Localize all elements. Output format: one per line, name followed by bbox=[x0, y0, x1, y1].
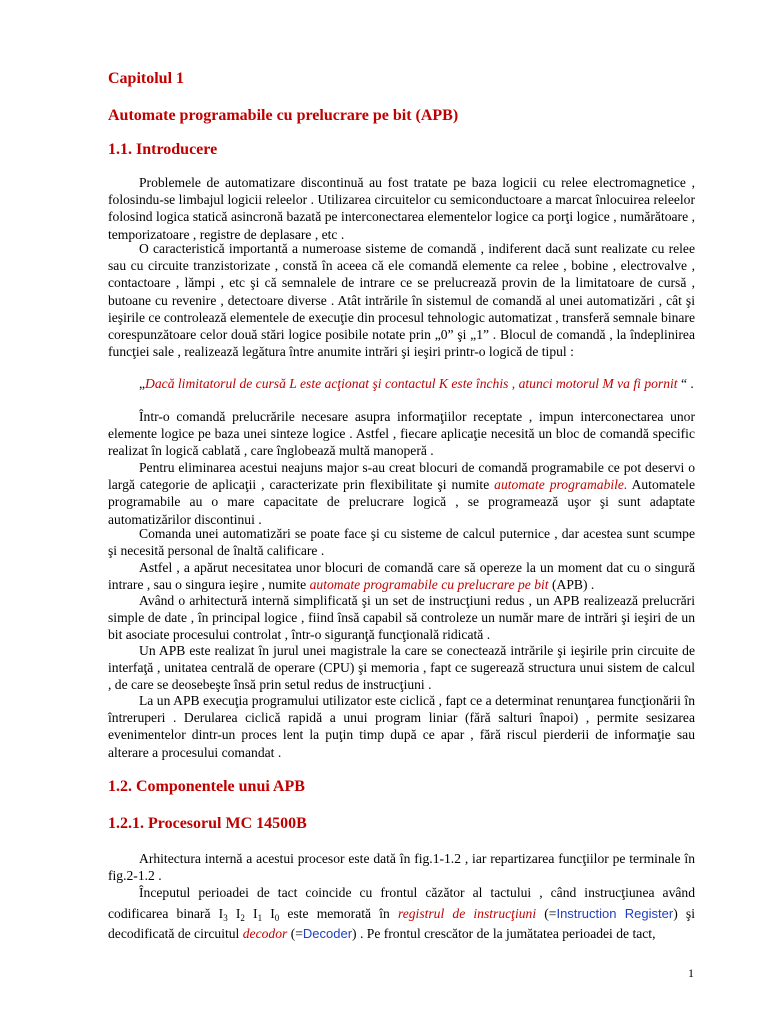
paragraph-5 bbox=[108, 459, 695, 528]
bit-i1: I bbox=[244, 905, 258, 921]
quote-text: Dacă limitatorul de cursă L este acţionat şi contactul K este închis , atunci motorul M va fi pornit bbox=[145, 376, 678, 391]
page-number: 1 bbox=[688, 966, 694, 980]
paragraph-7-part-b: (APB) . bbox=[548, 577, 595, 593]
paragraph-7 bbox=[108, 559, 695, 593]
paragraph-1: Problemele de automatizare discontinuă au fost tratate pe baza logicii cu relee electromagnetice , folosindu-se limbajul logicii releelor . Utilizarea circuitelor cu semiconductoare a marcat înlocuirea releelor folosind logica statică asincronă bazată pe interconectarea elementelor logice ca porţi logice , numărătoare , temporizatoare , registre de deplasare , etc . bbox=[108, 175, 695, 242]
section-heading-1-2-1: 1.2.1. Procesorul MC 14500B bbox=[108, 815, 307, 832]
term-instruction-register: Instruction Register bbox=[556, 905, 674, 921]
bit-i2: I bbox=[227, 905, 241, 921]
paragraph-2: O caracteristică importantă a numeroase sisteme de comandă , indiferent dacă sunt realizate cu relee sau cu circuite tranzistorizate , constă în aceea că ele comandă elemente ca relee , bobine , electrovalve , contactoare , lămpi , etc şi că semnalele de intrare ce se prelucrează provin de la limitatoare de cursă , butoane cu revenire , detectoare diverse . Atât intrările în sistemul de comandă al unei automatizări , cât şi ieşirile ce controlează elementele de execuţie din procesul tehnologic automatizat , transferă semnale binare corespunzătoare celor două stări logice posibile notate prin „0” şi „1” . Blocul de comandă , la îndeplinirea funcţiei sale , realizează legătura între anumite intrări şi ieşiri printr-o logică de tipul : bbox=[108, 241, 695, 360]
subscript-2: 2 bbox=[240, 912, 245, 923]
term-automate-programabile: automate programabile. bbox=[494, 477, 628, 493]
paragraph-12-part-a: Începutul perioadei de tact coincide cu frontul căzător al tactului , când instrucţiunea având codificarea binară I bbox=[108, 885, 695, 921]
paragraph-12-part-c: (= bbox=[536, 905, 557, 921]
paragraph-7-part-a: Astfel , a apărut necesitatea unor blocuri de comandă care să opereze la un moment dat cu o singură intrare , sau o singura ieşire , numite bbox=[108, 560, 695, 593]
section-heading-1-1: 1.1. Introducere bbox=[108, 141, 218, 158]
subscript-1: 1 bbox=[257, 912, 263, 923]
paragraph-4: Într-o comandă prelucrările necesare asupra informaţiilor receptate , impun interconectarea unor elemente logice pe baza unei sinteze logice . Astfel , fiecare aplicaţie necesită un bloc de comandă specific realizat în logică cablată , care înglobează multă manoperă . bbox=[108, 409, 695, 459]
chapter-title: Automate programabile cu prelucrare pe bit (APB) bbox=[108, 107, 459, 124]
section-heading-1-2: 1.2. Componentele unui APB bbox=[108, 778, 305, 795]
bit-i0: I bbox=[262, 905, 275, 921]
term-registrul-de-instructiuni: registrul de instrucţiuni bbox=[397, 905, 537, 921]
paragraph-12 bbox=[108, 883, 695, 945]
paragraph-12-part-e: (= bbox=[287, 926, 303, 941]
quote-close: “ . bbox=[677, 376, 694, 391]
paragraph-8: Având o arhitectură internă simplificată şi un set de instrucţiuni redus , un APB realizează prelucrări simple de date , în principal logice , fiind însă capabil să controleze un număr mare de intrări şi ieşiri de un bit asociate procesului controlat , într-o siguranţă funcţională ridicată . bbox=[108, 593, 695, 643]
subscript-3: 3 bbox=[223, 912, 228, 923]
paragraph-6: Comanda unei automatizări se poate face şi cu sisteme de calcul puternice , dar acestea sunt scumpe şi necesită personal de înaltă calificare . bbox=[108, 526, 695, 559]
term-decodor: decodor bbox=[242, 926, 288, 941]
paragraph-11: Arhitectura internă a acestui procesor este dată în fig.1-1.2 , iar repartizarea funcţiilor pe terminale în fig.2-1.2 . bbox=[108, 851, 695, 884]
quote-open: „ bbox=[139, 376, 146, 391]
paragraph-9: Un APB este realizat în jurul unei magistrale la care se conectează intrările şi ieşirile prin circuite de interfaţă , unitatea centrală de operare (CPU) şi memoria , fapt ce sugerează structura unui sistem de calcul , de care se deosebeşte însă prin setul redus de instrucţiuni . bbox=[108, 643, 695, 693]
paragraph-12-part-b: este memorată în bbox=[279, 905, 398, 921]
chapter-heading: Capitolul 1 bbox=[108, 70, 185, 87]
paragraph-3 bbox=[108, 375, 695, 392]
paragraph-12-part-d: ) şi decodificată de circuitul bbox=[108, 905, 695, 941]
term-decoder: Decoder bbox=[302, 926, 353, 941]
subscript-0: 0 bbox=[274, 912, 280, 923]
term-apb: automate programabile cu prelucrare pe bit bbox=[309, 577, 549, 593]
paragraph-5-part-b: Automatele programabile au o mare capacitate de prelucrare logică , se programează uşor şi sunt adaptate automatizărilor discontinui . bbox=[108, 477, 695, 527]
paragraph-5-part-a: Pentru eliminarea acestui neajuns major s-au creat blocuri de comandă programabile ce pot deservi o largă categorie de aplicaţii , caracterizate prin flexibilitate şi numite bbox=[108, 460, 695, 493]
paragraph-10: La un APB execuţia programului utilizator este ciclică , fapt ce a determinat renunţarea funcţionării în întreruperi . Derularea ciclică rapidă a unui program liniar (fără salturi înapoi) , permite sesizarea evenimentelor dintr-un proces lent la puţin timp după ce apar , fără riscul pierderii de informaţie sau alterare a procesului comandat . bbox=[108, 693, 695, 760]
paragraph-12-part-f: ) . Pe frontul crescător de la jumătatea perioadei de tact, bbox=[352, 926, 656, 941]
